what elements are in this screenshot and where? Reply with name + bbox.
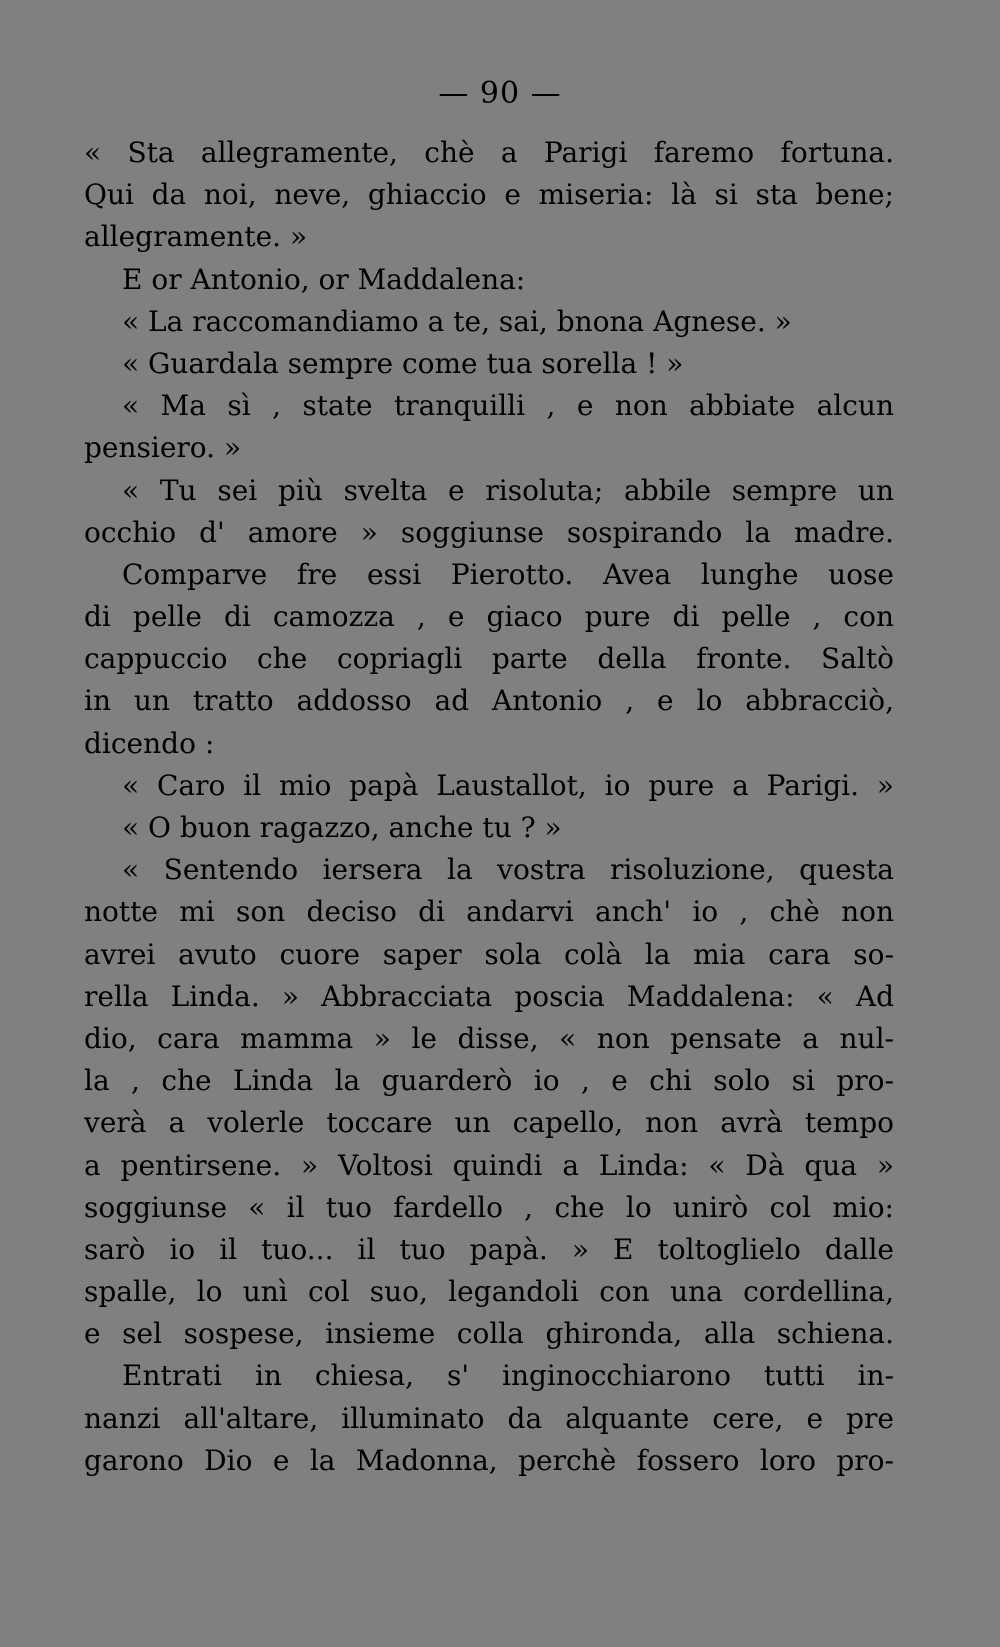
text-line: di pelle di camozza , e giaco pure di pelle , con <box>84 600 894 634</box>
text-line: dio, cara mamma » le disse, « non pensate a nul- <box>84 1021 894 1055</box>
text-line: dicendo : <box>84 726 215 760</box>
text-line: soggiunse « il tuo fardello , che lo unirò col mio: <box>84 1190 894 1224</box>
text-line: pensiero. » <box>84 431 242 465</box>
text-line: « La raccomandiamo a te, sai, bnona Agnese. » <box>122 304 792 338</box>
text-line: Qui da noi, neve, ghiaccio e miseria: là si sta bene; <box>84 178 894 212</box>
text-line: in un tratto addosso ad Antonio , e lo abbracciò, <box>84 684 894 718</box>
text-line: cappuccio che copriagli parte della fronte. Saltò <box>84 642 894 676</box>
text-line: a pentirsene. » Voltosi quindi a Linda: « Dà qua » <box>84 1148 894 1182</box>
text-line: rella Linda. » Abbracciata poscia Maddalena: « Ad <box>84 979 894 1013</box>
text-line: E or Antonio, or Maddalena: <box>122 262 526 296</box>
text-line: sarò io il tuo... il tuo papà. » E toltoglielo dalle <box>84 1232 894 1266</box>
text-line: « Sentendo iersera la vostra risoluzione, questa <box>122 853 894 887</box>
text-line: garono Dio e la Madonna, perchè fossero loro pro- <box>84 1443 894 1477</box>
text-line: « Guardala sempre come tua sorella ! » <box>122 346 684 380</box>
text-line: occhio d' amore » soggiunse sospirando la madre. <box>84 515 894 549</box>
text-line: nanzi all'altare, illuminato da alquante cere, e pre <box>84 1401 894 1435</box>
text-line: « Caro il mio papà Laustallot, io pure a Parigi. » <box>122 768 894 802</box>
text-line: « O buon ragazzo, anche tu ? » <box>122 811 562 844</box>
text-line: Comparve fre essi Pierotto. Avea lunghe uose <box>122 557 894 591</box>
body-text <box>84 132 894 1482</box>
text-line: allegramente. » <box>84 220 308 254</box>
text-line: verà a volerle toccare un capello, non avrà tempo <box>84 1106 894 1140</box>
text-line: Entrati in chiesa, s' inginocchiarono tutti in- <box>122 1359 894 1393</box>
text-line: spalle, lo unì col suo, legandoli con una cordellina, <box>84 1275 894 1309</box>
text-line: e sel sospese, insieme colla ghironda, alla schiena. <box>84 1317 894 1351</box>
text-line: « Tu sei più svelta e risoluta; abbile sempre un <box>122 473 894 507</box>
text-line: « Ma sì , state tranquilli , e non abbiate alcun <box>122 389 894 423</box>
text-line: avrei avuto cuore saper sola colà la mia cara so- <box>84 937 894 971</box>
text-line: la , che Linda la guarderò io , e chi solo si pro- <box>84 1064 894 1098</box>
text-line: « Sta allegramente, chè a Parigi faremo fortuna. <box>84 136 894 169</box>
page-number: — 90 — <box>438 76 562 111</box>
text-line: notte mi son deciso di andarvi anch' io , chè non <box>84 895 894 929</box>
